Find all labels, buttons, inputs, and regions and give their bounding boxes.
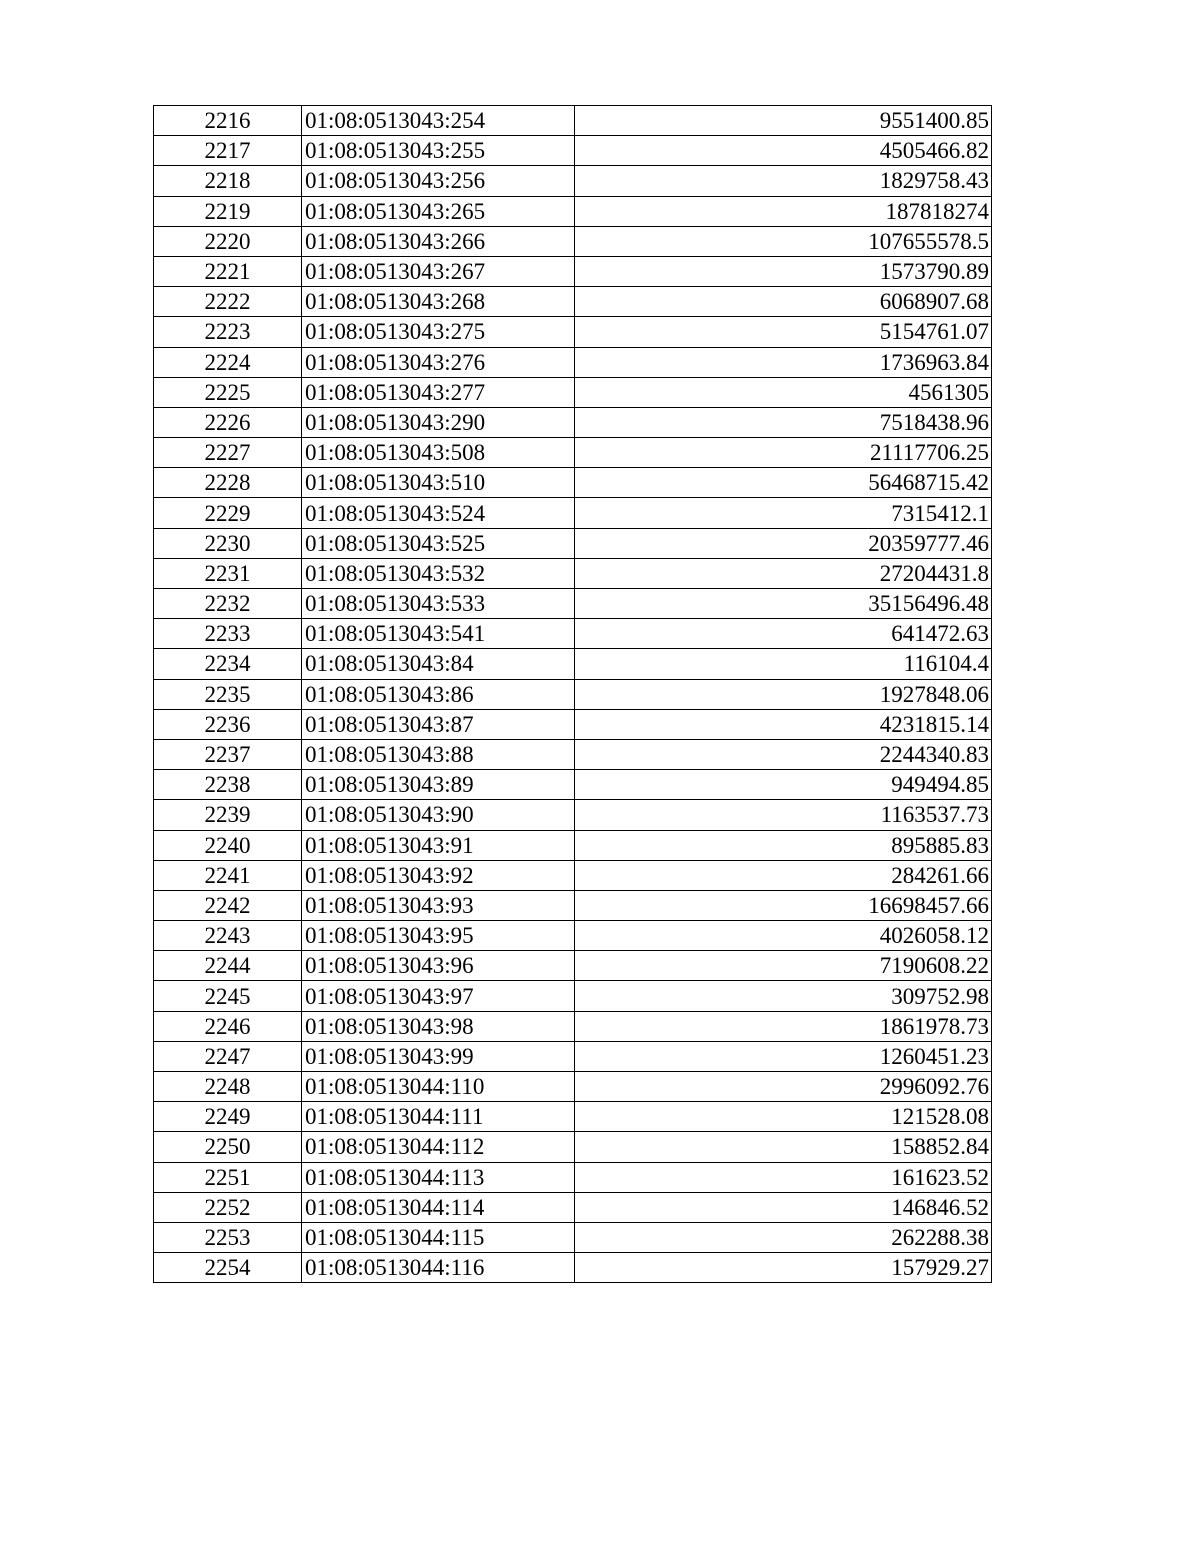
row-number-cell: 2222 bbox=[154, 287, 302, 317]
cadastral-number-cell: 01:08:0513043:93 bbox=[302, 890, 575, 920]
table-row bbox=[154, 770, 992, 800]
row-number-cell: 2253 bbox=[154, 1222, 302, 1252]
table-row bbox=[154, 438, 992, 468]
cadastral-number-cell: 01:08:0513043:268 bbox=[302, 287, 575, 317]
row-number-cell: 2240 bbox=[154, 830, 302, 860]
row-number-cell: 2229 bbox=[154, 498, 302, 528]
table-row bbox=[154, 739, 992, 769]
cadastral-number-cell: 01:08:0513043:541 bbox=[302, 619, 575, 649]
value-cell: 107655578.5 bbox=[575, 226, 992, 256]
cadastral-number-cell: 01:08:0513043:90 bbox=[302, 800, 575, 830]
value-cell: 6068907.68 bbox=[575, 287, 992, 317]
row-number-cell: 2238 bbox=[154, 770, 302, 800]
cadastral-number-cell: 01:08:0513044:112 bbox=[302, 1132, 575, 1162]
cadastral-number-cell: 01:08:0513044:113 bbox=[302, 1162, 575, 1192]
row-number-cell: 2244 bbox=[154, 951, 302, 981]
table-row bbox=[154, 136, 992, 166]
value-cell: 27204431.8 bbox=[575, 558, 992, 588]
row-number-cell: 2235 bbox=[154, 679, 302, 709]
value-cell: 35156496.48 bbox=[575, 589, 992, 619]
value-cell: 146846.52 bbox=[575, 1192, 992, 1222]
row-number-cell: 2243 bbox=[154, 921, 302, 951]
table-row bbox=[154, 407, 992, 437]
row-number-cell: 2216 bbox=[154, 106, 302, 136]
row-number-cell: 2247 bbox=[154, 1041, 302, 1071]
row-number-cell: 2228 bbox=[154, 468, 302, 498]
cadastral-number-cell: 01:08:0513043:86 bbox=[302, 679, 575, 709]
value-cell: 4231815.14 bbox=[575, 709, 992, 739]
value-cell: 2996092.76 bbox=[575, 1072, 992, 1102]
value-cell: 1736963.84 bbox=[575, 347, 992, 377]
table-row bbox=[154, 679, 992, 709]
table-row bbox=[154, 498, 992, 528]
cadastral-number-cell: 01:08:0513043:267 bbox=[302, 256, 575, 286]
row-number-cell: 2245 bbox=[154, 981, 302, 1011]
table-row bbox=[154, 830, 992, 860]
table-row bbox=[154, 1011, 992, 1041]
row-number-cell: 2220 bbox=[154, 226, 302, 256]
value-cell: 116104.4 bbox=[575, 649, 992, 679]
row-number-cell: 2246 bbox=[154, 1011, 302, 1041]
row-number-cell: 2249 bbox=[154, 1102, 302, 1132]
row-number-cell: 2233 bbox=[154, 619, 302, 649]
row-number-cell: 2254 bbox=[154, 1253, 302, 1283]
cadastral-number-cell: 01:08:0513043:266 bbox=[302, 226, 575, 256]
data-table bbox=[153, 105, 992, 1283]
row-number-cell: 2223 bbox=[154, 317, 302, 347]
row-number-cell: 2232 bbox=[154, 589, 302, 619]
value-cell: 5154761.07 bbox=[575, 317, 992, 347]
row-number-cell: 2231 bbox=[154, 558, 302, 588]
table-row bbox=[154, 709, 992, 739]
value-cell: 284261.66 bbox=[575, 860, 992, 890]
cadastral-number-cell: 01:08:0513043:276 bbox=[302, 347, 575, 377]
row-number-cell: 2250 bbox=[154, 1132, 302, 1162]
value-cell: 121528.08 bbox=[575, 1102, 992, 1132]
value-cell: 1163537.73 bbox=[575, 800, 992, 830]
cadastral-number-cell: 01:08:0513043:255 bbox=[302, 136, 575, 166]
table-row bbox=[154, 1192, 992, 1222]
cadastral-number-cell: 01:08:0513043:533 bbox=[302, 589, 575, 619]
table-row bbox=[154, 860, 992, 890]
table-row bbox=[154, 377, 992, 407]
table-row bbox=[154, 196, 992, 226]
row-number-cell: 2218 bbox=[154, 166, 302, 196]
table-row bbox=[154, 226, 992, 256]
value-cell: 20359777.46 bbox=[575, 528, 992, 558]
table-row bbox=[154, 619, 992, 649]
value-cell: 158852.84 bbox=[575, 1132, 992, 1162]
cadastral-number-cell: 01:08:0513043:510 bbox=[302, 468, 575, 498]
table-row bbox=[154, 287, 992, 317]
row-number-cell: 2252 bbox=[154, 1192, 302, 1222]
value-cell: 262288.38 bbox=[575, 1222, 992, 1252]
value-cell: 7315412.1 bbox=[575, 498, 992, 528]
value-cell: 16698457.66 bbox=[575, 890, 992, 920]
row-number-cell: 2230 bbox=[154, 528, 302, 558]
cadastral-number-cell: 01:08:0513043:95 bbox=[302, 921, 575, 951]
row-number-cell: 2219 bbox=[154, 196, 302, 226]
cadastral-number-cell: 01:08:0513044:110 bbox=[302, 1072, 575, 1102]
cadastral-number-cell: 01:08:0513043:524 bbox=[302, 498, 575, 528]
value-cell: 1861978.73 bbox=[575, 1011, 992, 1041]
value-cell: 1260451.23 bbox=[575, 1041, 992, 1071]
cadastral-number-cell: 01:08:0513043:265 bbox=[302, 196, 575, 226]
cadastral-number-cell: 01:08:0513043:92 bbox=[302, 860, 575, 890]
cadastral-number-cell: 01:08:0513043:275 bbox=[302, 317, 575, 347]
value-cell: 1927848.06 bbox=[575, 679, 992, 709]
cadastral-number-cell: 01:08:0513043:91 bbox=[302, 830, 575, 860]
table-row bbox=[154, 1132, 992, 1162]
cadastral-number-cell: 01:08:0513043:525 bbox=[302, 528, 575, 558]
row-number-cell: 2242 bbox=[154, 890, 302, 920]
row-number-cell: 2221 bbox=[154, 256, 302, 286]
cadastral-number-cell: 01:08:0513043:508 bbox=[302, 438, 575, 468]
table-row bbox=[154, 317, 992, 347]
cadastral-number-cell: 01:08:0513044:114 bbox=[302, 1192, 575, 1222]
cadastral-number-cell: 01:08:0513043:98 bbox=[302, 1011, 575, 1041]
table-row bbox=[154, 589, 992, 619]
value-cell: 4561305 bbox=[575, 377, 992, 407]
value-cell: 7190608.22 bbox=[575, 951, 992, 981]
cadastral-number-cell: 01:08:0513043:87 bbox=[302, 709, 575, 739]
value-cell: 9551400.85 bbox=[575, 106, 992, 136]
row-number-cell: 2234 bbox=[154, 649, 302, 679]
table-row bbox=[154, 1102, 992, 1132]
row-number-cell: 2226 bbox=[154, 407, 302, 437]
row-number-cell: 2224 bbox=[154, 347, 302, 377]
value-cell: 1573790.89 bbox=[575, 256, 992, 286]
cadastral-number-cell: 01:08:0513043:97 bbox=[302, 981, 575, 1011]
row-number-cell: 2236 bbox=[154, 709, 302, 739]
value-cell: 7518438.96 bbox=[575, 407, 992, 437]
table-row bbox=[154, 1253, 992, 1283]
cadastral-number-cell: 01:08:0513044:115 bbox=[302, 1222, 575, 1252]
table-row bbox=[154, 1072, 992, 1102]
table-row bbox=[154, 1162, 992, 1192]
value-cell: 4505466.82 bbox=[575, 136, 992, 166]
table-row bbox=[154, 256, 992, 286]
cadastral-number-cell: 01:08:0513043:88 bbox=[302, 739, 575, 769]
cadastral-number-cell: 01:08:0513043:254 bbox=[302, 106, 575, 136]
cadastral-number-cell: 01:08:0513044:111 bbox=[302, 1102, 575, 1132]
value-cell: 21117706.25 bbox=[575, 438, 992, 468]
value-cell: 895885.83 bbox=[575, 830, 992, 860]
table-body bbox=[154, 106, 992, 1283]
row-number-cell: 2251 bbox=[154, 1162, 302, 1192]
value-cell: 949494.85 bbox=[575, 770, 992, 800]
value-cell: 1829758.43 bbox=[575, 166, 992, 196]
cadastral-number-cell: 01:08:0513043:89 bbox=[302, 770, 575, 800]
table-row bbox=[154, 951, 992, 981]
cadastral-number-cell: 01:08:0513043:84 bbox=[302, 649, 575, 679]
table-row bbox=[154, 347, 992, 377]
row-number-cell: 2217 bbox=[154, 136, 302, 166]
cadastral-number-cell: 01:08:0513043:99 bbox=[302, 1041, 575, 1071]
cadastral-number-cell: 01:08:0513043:277 bbox=[302, 377, 575, 407]
cadastral-number-cell: 01:08:0513043:96 bbox=[302, 951, 575, 981]
table-row bbox=[154, 528, 992, 558]
table-row bbox=[154, 1041, 992, 1071]
row-number-cell: 2225 bbox=[154, 377, 302, 407]
table-row bbox=[154, 558, 992, 588]
value-cell: 641472.63 bbox=[575, 619, 992, 649]
table-row bbox=[154, 468, 992, 498]
row-number-cell: 2248 bbox=[154, 1072, 302, 1102]
cadastral-number-cell: 01:08:0513044:116 bbox=[302, 1253, 575, 1283]
table-row bbox=[154, 981, 992, 1011]
table-row bbox=[154, 649, 992, 679]
row-number-cell: 2239 bbox=[154, 800, 302, 830]
value-cell: 187818274 bbox=[575, 196, 992, 226]
value-cell: 309752.98 bbox=[575, 981, 992, 1011]
value-cell: 2244340.83 bbox=[575, 739, 992, 769]
value-cell: 56468715.42 bbox=[575, 468, 992, 498]
table-row bbox=[154, 1222, 992, 1252]
row-number-cell: 2237 bbox=[154, 739, 302, 769]
value-cell: 4026058.12 bbox=[575, 921, 992, 951]
cadastral-number-cell: 01:08:0513043:256 bbox=[302, 166, 575, 196]
value-cell: 157929.27 bbox=[575, 1253, 992, 1283]
table-row bbox=[154, 106, 992, 136]
cadastral-number-cell: 01:08:0513043:290 bbox=[302, 407, 575, 437]
table-row bbox=[154, 921, 992, 951]
table-row bbox=[154, 166, 992, 196]
cadastral-number-cell: 01:08:0513043:532 bbox=[302, 558, 575, 588]
row-number-cell: 2241 bbox=[154, 860, 302, 890]
value-cell: 161623.52 bbox=[575, 1162, 992, 1192]
table-row bbox=[154, 890, 992, 920]
table-row bbox=[154, 800, 992, 830]
row-number-cell: 2227 bbox=[154, 438, 302, 468]
